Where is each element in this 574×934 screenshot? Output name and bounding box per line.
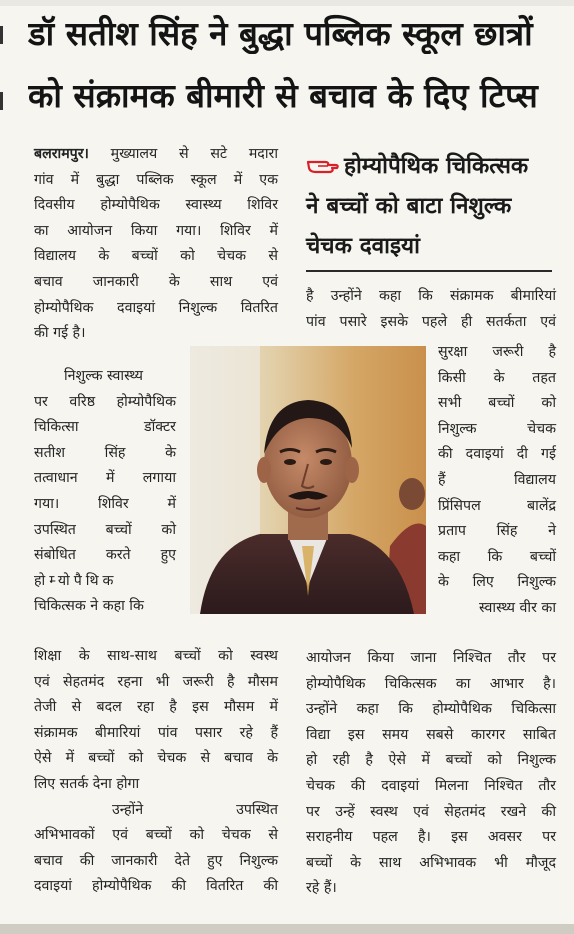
- intro-line: विद्यालय के बच्चों को चेचक से: [34, 248, 278, 265]
- headline-line-2: को संक्रामक बीमारी से बचाव के दिए टिप्स: [28, 76, 538, 115]
- body-line: लिए सतर्क देना होगा: [34, 775, 140, 792]
- left-bottom-paragraph: [34, 644, 278, 900]
- body-line: पर वरिष्ठ होम्योपैथिक: [34, 393, 176, 410]
- body-line: विद्या इस समय सबसे कारगर साबित: [306, 726, 556, 743]
- body-line: कहा कि बच्चों: [438, 548, 556, 565]
- body-line: के लिए निशुल्क: [438, 574, 556, 591]
- body-line: होम्योपैथिक चिकित्सक का आभार है।: [306, 675, 556, 692]
- intro-line: का आयोजन किया गया। शिविर में: [34, 222, 278, 239]
- body-line: प्रिंसिपल बालेंद्र: [438, 497, 556, 514]
- right-narrow-paragraph: [438, 340, 556, 622]
- body-line: होम्योपैथिक: [34, 572, 118, 589]
- body-line: एवं सेहतमंद रहना भी जरूरी है मौसम: [34, 673, 278, 690]
- dateline: बलरामपुर।: [34, 146, 89, 162]
- intro-line: की गई है।: [34, 325, 86, 342]
- body-line: गया। शिविर में: [34, 495, 176, 512]
- bottom-band: [0, 924, 574, 934]
- intro-line: बलरामपुर। मुख्यालय से सटे मदारा: [34, 146, 278, 162]
- intro-line: दिवसीय होम्योपैथिक स्वास्थ्य शिविर: [34, 197, 278, 214]
- left-edge-mark: [0, 92, 3, 110]
- left-narrow-paragraph: [34, 364, 176, 620]
- body-line: पर उन्हें स्वस्थ एवं सेहतमंद रखने की: [306, 803, 556, 820]
- body-line: रहे हैं।: [306, 880, 337, 897]
- body-line: तत्वाधान में लगाया: [34, 470, 176, 487]
- body-line: चिकित्सा डॉक्टर: [34, 419, 176, 436]
- body-line: स्वास्थ्य वीर का: [479, 599, 556, 616]
- body-line: उन्होंने कहा कि होम्योपैथिक चिकित्सा: [306, 701, 556, 718]
- body-line: संबोधित करते हुए: [34, 547, 176, 564]
- subheading-line: होम्योपैथिक चिकित्सक: [306, 146, 554, 186]
- body-line: बचाव की जानकारी देते हुए निशुल्क: [34, 852, 278, 869]
- body-line: चेचक की दवाइयां मिलना निश्चित तौर: [306, 777, 556, 794]
- body-line: निशुल्क स्वास्थ्य: [64, 368, 144, 384]
- body-line: सतीश सिंह के: [34, 444, 176, 461]
- intro-line: बचाव जानकारी के साथ एवं: [34, 273, 278, 290]
- intro-line: होम्योपैथिक दवाइयां निशुल्क वितरित: [34, 299, 278, 316]
- subheading-line: ने बच्चों को बाटा निशुल्क: [306, 193, 512, 219]
- top-strip: [0, 0, 574, 6]
- body-line: ऐसे में बच्चों को चेचक से बचाव के: [34, 750, 278, 767]
- pointing-hand-icon: [306, 155, 340, 175]
- right-top-paragraph: [306, 284, 556, 335]
- headline-line-1: डॉ सतीश सिंह ने बुद्धा पब्लिक स्कूल छात्रों: [28, 14, 533, 53]
- intro-line: गांव में बुद्धा पब्लिक स्कूल में एक: [34, 171, 278, 188]
- body-line: सभी बच्चों को: [438, 395, 556, 412]
- body-line: हो रही है ऐसे में बच्चों को निशुल्क: [306, 752, 556, 769]
- portrait-photo: [190, 346, 426, 614]
- body-line: तेजी से बदल रहा है इस मौसम में: [34, 699, 278, 716]
- body-line: सुरक्षा जरूरी है: [438, 344, 556, 360]
- subheading-line: चेचक दवाइयां: [306, 233, 420, 259]
- body-line: पांव पसारे इसके पहले ही सतर्कता एवं: [306, 313, 556, 330]
- body-line: अभिभावकों एवं बच्चों को चेचक से: [34, 827, 278, 844]
- body-line: आयोजन किया जाना निश्चित तौर पर: [306, 650, 556, 666]
- body-line: निशुल्क चेचक: [438, 420, 556, 437]
- body-line: उन्होंने उपस्थित: [112, 801, 278, 818]
- right-bottom-paragraph: [306, 646, 556, 902]
- body-line: शिक्षा के साथ-साथ बच्चों को स्वस्थ: [34, 648, 278, 664]
- body-line: हैं विद्यालय: [438, 471, 556, 488]
- portrait-illustration: [190, 346, 426, 614]
- body-line: उपस्थित बच्चों को: [34, 521, 176, 538]
- body-line: बच्चों के साथ अभिभावक भी मौजूद: [306, 854, 556, 871]
- body-line: संक्रामक बीमारियां पांव पसार रहे हैं: [34, 724, 278, 741]
- body-line: चिकित्सक ने कहा कि: [34, 598, 144, 615]
- intro-paragraph: [34, 142, 278, 347]
- body-line: सराहनीय पहल है। इस अवसर पर: [306, 829, 556, 846]
- body-line: किसी के तहत: [438, 369, 556, 386]
- body-line: है उन्होंने कहा कि संक्रामक बीमारियां: [306, 288, 556, 304]
- body-line: दवाइयां होम्योपैथिक की वितरित की: [34, 878, 278, 895]
- subheading-rule: [306, 270, 552, 272]
- body-line: प्रताप सिंह ने: [438, 523, 556, 540]
- subheading: [306, 146, 554, 266]
- left-edge-mark: [0, 26, 3, 44]
- body-line: की दवाइयां दी गई: [438, 446, 556, 463]
